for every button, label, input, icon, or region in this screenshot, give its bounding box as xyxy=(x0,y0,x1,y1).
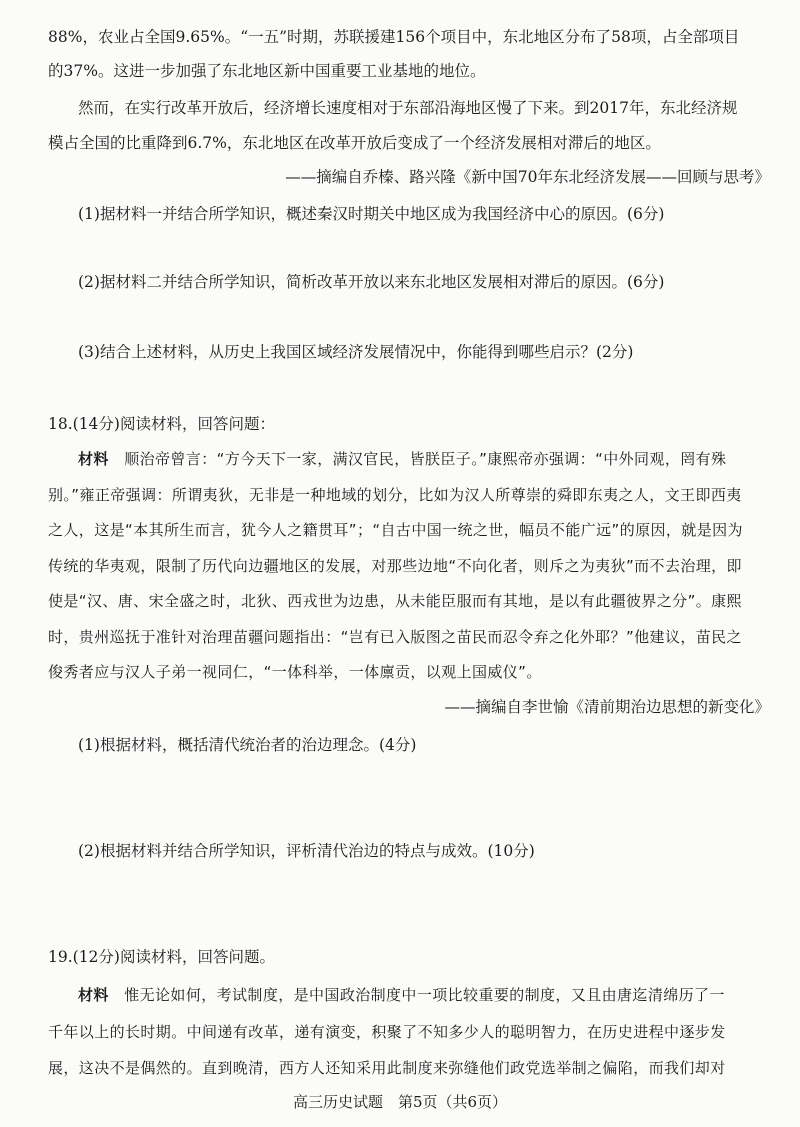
q18-sub-question-2: (2)根据材料并结合所学知识，评析清代治边的特点与成效。(10分) xyxy=(78,842,535,860)
q18-source: ——摘编自李世愉《清前期治边思想的新变化》 xyxy=(444,698,770,716)
q19-material-line-1 xyxy=(78,985,768,1005)
q19-header: 19.(12分)阅读材料，回答问题。 xyxy=(48,948,275,966)
q18-material-label: 材料 xyxy=(78,450,109,468)
q19-material-label: 材料 xyxy=(78,986,109,1004)
q18-material-line-4: 传统的华夷观，限制了历代向边疆地区的发展，对那些边地“不向化者，则斥之为夷狄”而不去治理，即 xyxy=(48,557,742,575)
material-two-line-3: 然而，在实行改革开放后，经济增长速度相对于东部沿海地区慢了下来。到2017年，东北经济规 xyxy=(78,99,738,117)
q18-material-line-6: 时，贵州巡抚于准针对治理苗疆问题指出：“岂有已入版图之苗民而忍令弃之化外耶？”他建议，苗民之 xyxy=(48,628,742,646)
q18-material-line-3: 之人，这是“本其所生而言，犹今人之籍贯耳”；“自古中国一统之世，幅员不能广远”的原因，就是因为 xyxy=(48,521,743,539)
material-two-source: ——摘编自乔榛、路兴隆《新中国70年东北经济发展——回顾与思考》 xyxy=(285,168,770,186)
q18-material-line-5: 使是“汉、唐、宋全盛之时，北狄、西戎世为边患，从未能臣服而有其地，是以有此疆彼界之分”。康熙 xyxy=(48,592,742,610)
q18-sub-question-1: (1)根据材料，概括清代统治者的治边理念。(4分) xyxy=(78,736,417,754)
q19-material-line-3: 展，这决不是偶然的。直到晚清，西方人还知采用此制度来弥缝他们政党选举制之偏陷，而我们却对 xyxy=(48,1059,726,1077)
q18-material-line-2: 别。”雍正帝强调：所谓夷狄，无非是一种地域的划分，比如为汉人所尊崇的舜即东夷之人，文王即西夷 xyxy=(48,486,742,504)
q18-material-line-1 xyxy=(78,449,768,469)
material-two-line-2: 的37%。这进一步加强了东北地区新中国重要工业基地的地位。 xyxy=(48,62,486,80)
q19-material-line-2: 千年以上的长时期。中间递有改革，递有演变，积聚了不知多少人的聪明智力，在历史进程中逐步发 xyxy=(48,1023,726,1041)
material-two-line-4: 模占全国的比重降到6.7%，东北地区在改革开放后变成了一个经济发展相对滞后的地区。 xyxy=(48,134,661,152)
q17-sub-question-1: (1)据材料一并结合所学知识，概述秦汉时期关中地区成为我国经济中心的原因。(6分) xyxy=(78,205,665,223)
q18-material-line-7: 俊秀者应与汉人子弟一视同仁，“一体科举，一体廪贡，以观上国威仪”。 xyxy=(48,663,542,681)
page-footer: 高三历史试题 第5页（共6页） xyxy=(292,1093,508,1111)
q19-material-text: 惟无论如何，考试制度，是中国政治制度中一项比较重要的制度，又且由唐迄清绵历了一 xyxy=(124,986,725,1004)
material-two-line-1: 88%，农业占全国9.65%。“一五”时期，苏联援建156个项目中，东北地区分布了58项，占全部项目 xyxy=(48,28,740,46)
q18-header: 18.(14分)阅读材料，回答问题： xyxy=(48,415,275,433)
q18-material-text: 顺治帝曾言：“方今天下一家，满汉官民，皆朕臣子。”康熙帝亦强调：“中外同观，罔有殊 xyxy=(124,450,727,468)
q17-sub-question-3: (3)结合上述材料，从历史上我国区域经济发展情况中，你能得到哪些启示？(2分) xyxy=(78,343,634,361)
q17-sub-question-2: (2)据材料二并结合所学知识，简析改革开放以来东北地区发展相对滞后的原因。(6分) xyxy=(78,273,665,291)
